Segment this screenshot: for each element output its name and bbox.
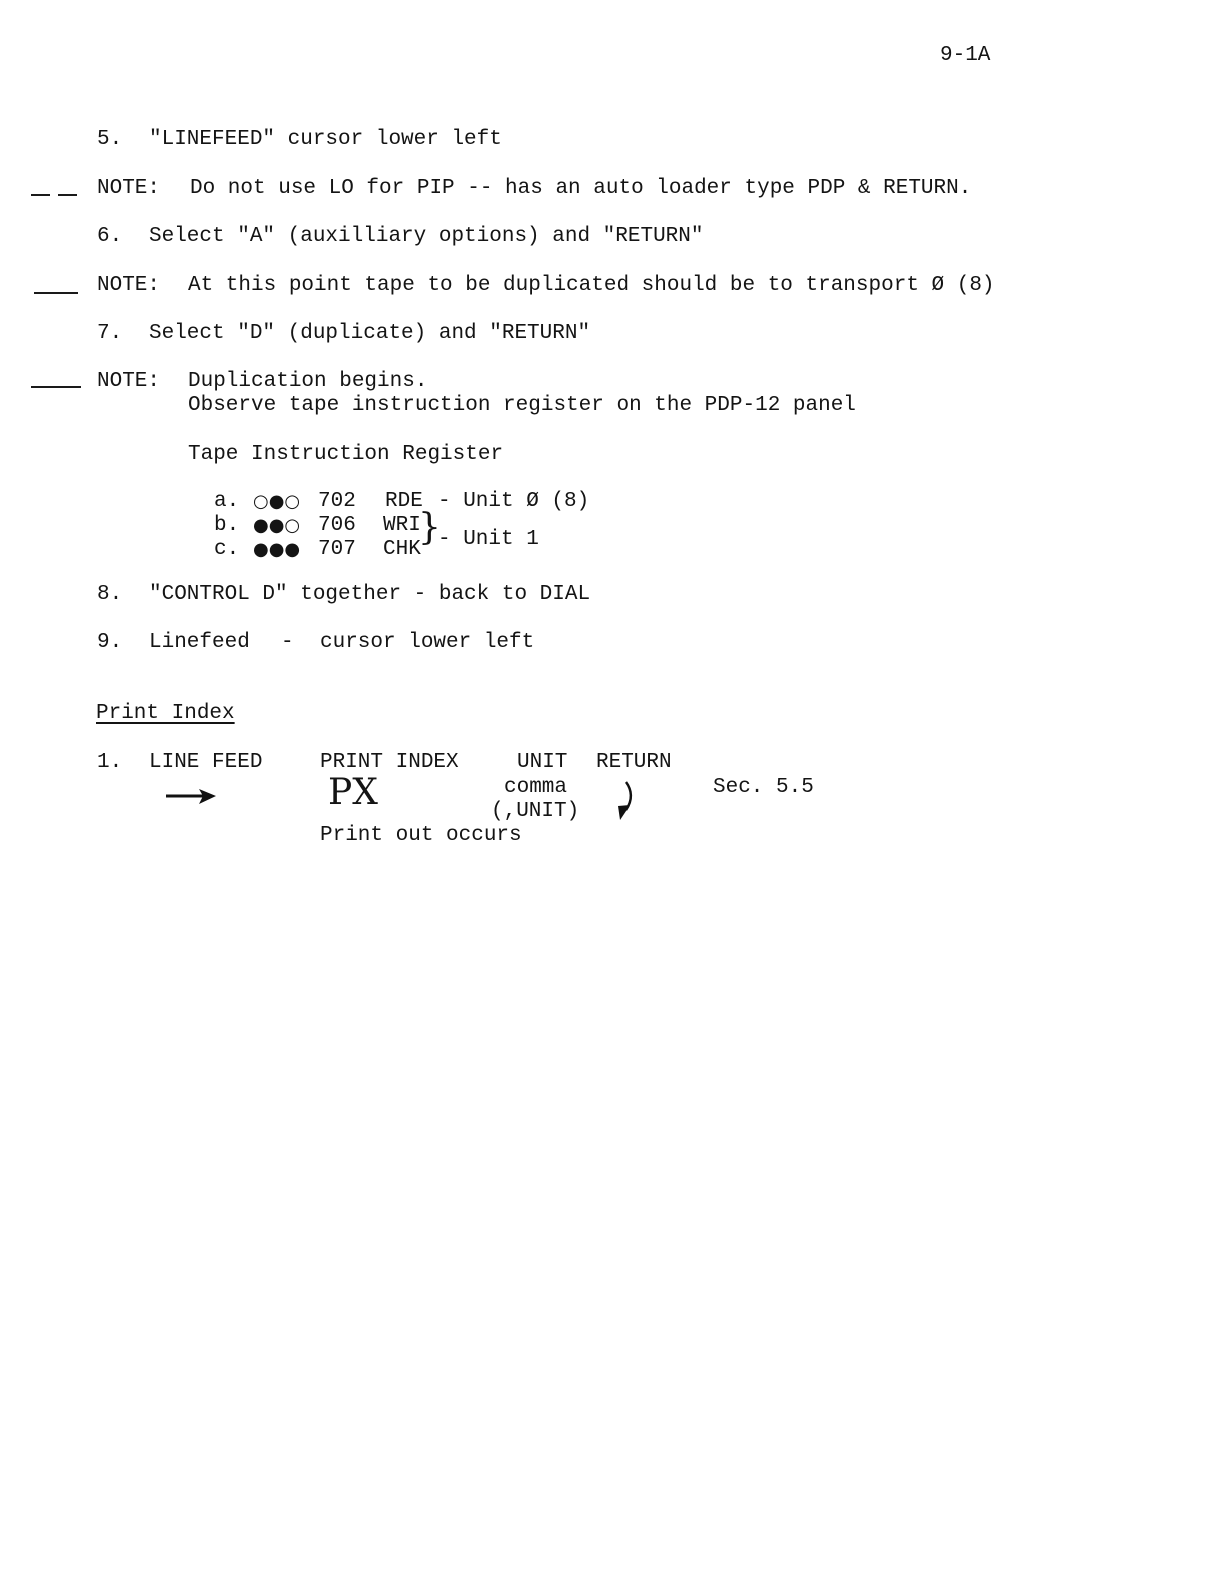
step-8-number: 8. [97,583,123,606]
register-row-b-letter: b. [214,514,240,537]
register-shared-unit: - Unit 1 [438,528,539,551]
register-heading: Tape Instruction Register [188,443,504,466]
section-reference: Sec. 5.5 [713,776,814,799]
margin-mark [31,386,81,388]
register-row-a-code: 702 [318,490,356,513]
return-arrow-icon [614,780,640,822]
margin-mark [34,292,78,294]
step-9-number: 9. [97,631,123,654]
unit-paren-label: (,UNIT) [491,800,580,823]
margin-mark [31,194,50,196]
section-heading: Print Index [96,702,235,725]
register-row-a-letter: a. [214,490,240,513]
page-number: 9-1A [940,44,991,67]
note-1-text: Do not use LO for PIP -- has an auto loader type PDP & RETURN. [190,177,972,200]
note-1-label: NOTE: [97,177,161,200]
col-return: RETURN [596,751,672,774]
step-6-number: 6. [97,225,123,248]
step-5-text: "LINEFEED" cursor lower left [149,128,502,151]
margin-mark [58,194,77,196]
px-command: PX [328,772,378,813]
note-2-label: NOTE: [97,274,161,297]
register-row-a-unit: - Unit Ø (8) [438,490,590,513]
print-result: Print out occurs [320,824,522,847]
step-5-number: 5. [97,128,123,151]
note-3-label: NOTE: [97,370,161,393]
register-row-a-op: RDE [385,490,423,513]
right-brace: } [418,507,441,548]
col-unit: UNIT [517,751,568,774]
register-row-b-op: WRI [383,514,421,537]
arrow-right-icon [165,786,217,806]
comma-label: comma [504,776,568,799]
register-row-c-op: CHK [383,538,421,561]
register-row-c-letter: c. [214,538,240,561]
step-8-text: "CONTROL D" together - back to DIAL [149,583,591,606]
register-row-a-lights: ○●○ [253,491,301,512]
register-row-c-code: 707 [318,538,356,561]
note-3-line-1: Duplication begins. [188,370,428,393]
step-6-text: Select "A" (auxilliary options) and "RETURN" [149,225,704,248]
step-9-text: cursor lower left [320,631,535,654]
col-line-feed: LINE FEED [149,751,263,774]
col-print-index: PRINT INDEX [320,751,459,774]
register-row-c-lights: ●●● [253,539,301,560]
step-7-text: Select "D" (duplicate) and "RETURN" [149,322,591,345]
register-row-b-lights: ●●○ [253,515,301,536]
print-index-step-number: 1. [97,751,123,774]
step-9-dash: - [281,631,294,654]
register-row-b-code: 706 [318,514,356,537]
note-3-line-2: Observe tape instruction register on the PDP-12 panel [188,394,856,417]
step-9-label: Linefeed [149,631,250,654]
note-2-text: At this point tape to be duplicated should be to transport Ø (8) [188,274,995,297]
step-7-number: 7. [97,322,123,345]
